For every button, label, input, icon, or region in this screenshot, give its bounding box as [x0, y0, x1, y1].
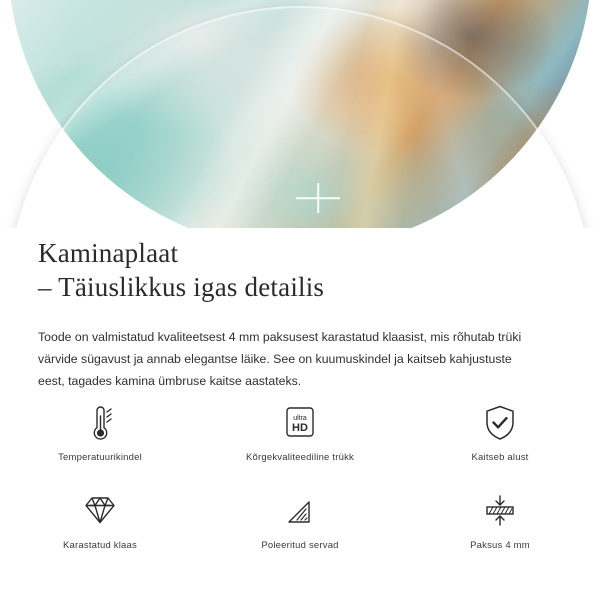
feature-item-thickness	[400, 484, 600, 562]
feature-label: Poleeritud servad	[261, 540, 339, 551]
feature-item-temperature	[0, 396, 200, 474]
feature-item-tempered-glass	[0, 484, 200, 562]
thermometer-icon	[80, 402, 120, 444]
feature-label: Karastatud klaas	[63, 540, 137, 551]
svg-text:ultra: ultra	[293, 415, 307, 422]
feature-item-polished-edges	[200, 484, 400, 562]
shield-check-icon	[480, 402, 520, 444]
feature-label: Paksus 4 mm	[470, 540, 530, 551]
ultra-hd-icon	[278, 402, 322, 444]
page-title-line2: – Täiuslikkus igas detailis	[38, 272, 325, 302]
text-content	[0, 228, 600, 392]
feature-item-surface-protection	[400, 396, 600, 474]
hero-circle-mask	[0, 0, 600, 228]
page-title	[0, 236, 600, 304]
feature-label: Kaitseb alust	[471, 452, 529, 463]
svg-text:HD: HD	[292, 422, 308, 434]
hero-image	[0, 0, 600, 228]
feature-item-print-quality	[200, 396, 400, 474]
feature-grid	[0, 396, 600, 562]
feature-label: Kõrgekvaliteediline trükk	[246, 452, 354, 463]
thickness-icon	[478, 490, 522, 532]
description-paragraph: Toode on valmistatud kvaliteetsest 4 mm paksusest karastatud klaasist, mis rõhutab trüki värvide sügavust ja annab elegantse läike. See on kuumuskindel ja kaitseb kahjustuste eest, tagades kamina ümbruse kaitse aastateks.	[38, 330, 522, 388]
polished-edges-icon	[278, 490, 322, 532]
page-title-line1: Kaminaplaat	[38, 238, 179, 268]
feature-label: Temperatuurikindel	[58, 452, 142, 463]
diamond-icon	[78, 490, 122, 532]
